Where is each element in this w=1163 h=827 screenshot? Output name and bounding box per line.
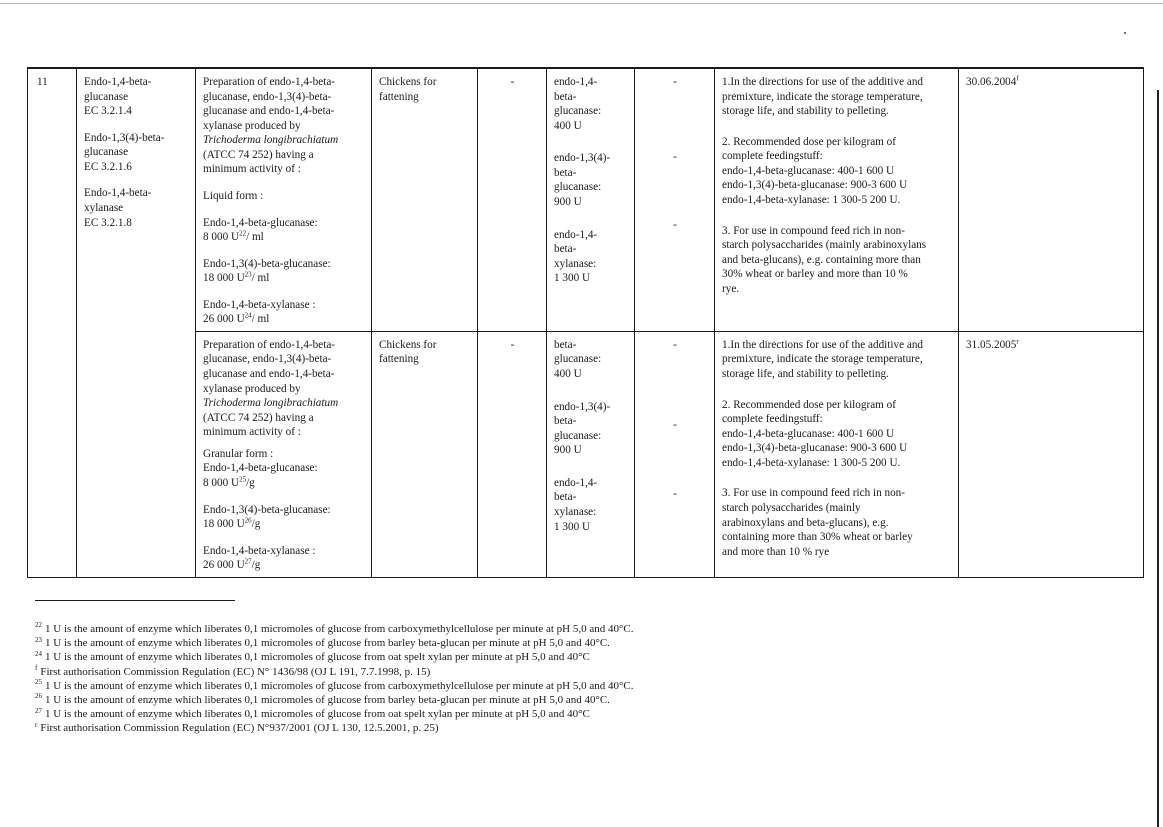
min-content-cell: beta- glucanase: 400 U endo-1,3(4)- beta- glucanase: 900 U endo-1,4- beta- xylanase: 1 300 U [547, 331, 635, 577]
scan-speck [1124, 32, 1126, 34]
table-row [28, 331, 1144, 577]
footnotes [35, 622, 795, 736]
min-content-cell: endo-1,4- beta- glucanase: 400 U endo-1,3(4)- beta- glucanase: 900 U endo-1,4- beta- xylanase: 1 300 U [547, 68, 635, 331]
provisions-cell: 1.In the directions for use of the additive and premixture, indicate the storage temperature, storage life, and stability to pelleting. 2. Recommended dose per kilogram of complete feedingstuff: endo-1,4-beta-glucanase: 400-1 600 U endo-1,3(4)-beta-glucanase: 900-3 600 U endo-1,4-beta-xylanase: 1 300-5 200 U. 3. For use in compound feed rich in non- starch polysaccharides (mainly arabinoxylans and beta-glucans), e.g. containing more than 30% wheat or barley and more than 10 % rye. [715, 68, 959, 331]
footnote-item: $^{24}$ 1 U is the amount of enzyme which liberates 0,1 micromoles of glucose from oat spelt xylan per minute at pH 5,0 and 40°C [35, 649, 590, 664]
footnote-item: $^{23}$ 1 U is the amount of enzyme which liberates 0,1 micromoles of glucose from barley beta-glucan per minute at pH 5,0 and 40°C. [35, 635, 610, 650]
additive-table [27, 67, 1144, 578]
authorisation-date-cell: 30.06.2004$^f$ [959, 68, 1144, 331]
composition-cell: Preparation of endo-1,4-beta- glucanase, endo-1,3(4)-beta- glucanase and endo-1,4-beta- xylanase produced by Trichoderma longibrachiatum (ATCC 74 252) having a minimum activity of : Granular form : Endo-1,4-beta-glucanase: 8 000 $U^{25}/g$ Endo-1,3(4)-beta-glucanase: 18 000 $U^{26}/g$ Endo-1,4-beta-xylanase : 26 000 $U^{27}/g$ [196, 331, 372, 577]
footnote-item: $^r$ First authorisation Commission Regulation (EC) N°937/2001 (OJ L 130, 12.5.2001, p. 25) [35, 720, 439, 735]
species-cell: Chickens for fattening [372, 68, 478, 331]
max-age-cell: - [478, 331, 547, 577]
footnote-item: $^{25}$ 1 U is the amount of enzyme which liberates 0,1 micromoles of glucose from carboxymethylcellulose per minute at pH 5,0 and 40°C. [35, 678, 634, 692]
provisions-cell: 1.In the directions for use of the additive and premixture, indicate the storage temperature, storage life, and stability to pelleting. 2. Recommended dose per kilogram of complete feedingstuff: endo-1,4-beta-glucanase: 400-1 600 U endo-1,3(4)-beta-glucanase: 900-3 600 U endo-1,4-beta-xylanase: 1 300-5 200 U. 3. For use in compound feed rich in non- starch polysaccharides (mainly arabinoxylans and beta-glucans), e.g. containing more than 30% wheat or barley and more than 10 % rye [715, 331, 959, 577]
table-row [28, 68, 1144, 331]
additive-name-cell: Endo-1,4-beta- glucanase EC 3.2.1.4 Endo-1,3(4)-beta- glucanase EC 3.2.1.6 Endo-1,4-beta- xylanase EC 3.2.1.8 [77, 68, 196, 577]
species-cell: Chickens for fattening [372, 331, 478, 577]
footnote-item: $^{27}$ 1 U is the amount of enzyme which liberates 0,1 micromoles of glucose from oat spelt xylan per minute at pH 5,0 and 40°C [35, 706, 590, 721]
scan-top-edge [0, 3, 1163, 4]
footnote-separator [35, 600, 235, 601]
footnote-item: $^{26}$ 1 U is the amount of enzyme which liberates 0,1 micromoles of glucose from barley beta-glucan per minute at pH 5,0 and 40°C. [35, 692, 610, 707]
scan-right-edge [1157, 90, 1159, 827]
registration-number: 11 [28, 68, 77, 577]
composition-cell: Preparation of endo-1,4-beta- glucanase, endo-1,3(4)-beta- glucanase and endo-1,4-beta- xylanase produced by Trichoderma longibrachiatum (ATCC 74 252) having a minimum activity of : Liquid form : Endo-1,4-beta-glucanase: 8 000 $U^{22}/$ ml Endo-1,3(4)-beta-glucanase: 18 000 $U^{23}/$ ml Endo-1,4-beta-xylanase : 26 000 $U^{24}/$ ml [196, 68, 372, 331]
footnote-item: $^f$ First authorisation Commission Regulation (EC) N° 1436/98 (OJ L 191, 7.7.1998, p. 15) [35, 663, 431, 678]
footnote-item: $^{22}$ 1 U is the amount of enzyme which liberates 0,1 micromoles of glucose from carboxymethylcellulose per minute at pH 5,0 and 40°C. [35, 621, 634, 635]
max-age-cell: - [478, 68, 547, 331]
max-content-cell: - - - [635, 331, 715, 577]
authorisation-date-cell: 31.05.2005$^r$ [959, 331, 1144, 577]
max-content-cell: - - - [635, 68, 715, 331]
